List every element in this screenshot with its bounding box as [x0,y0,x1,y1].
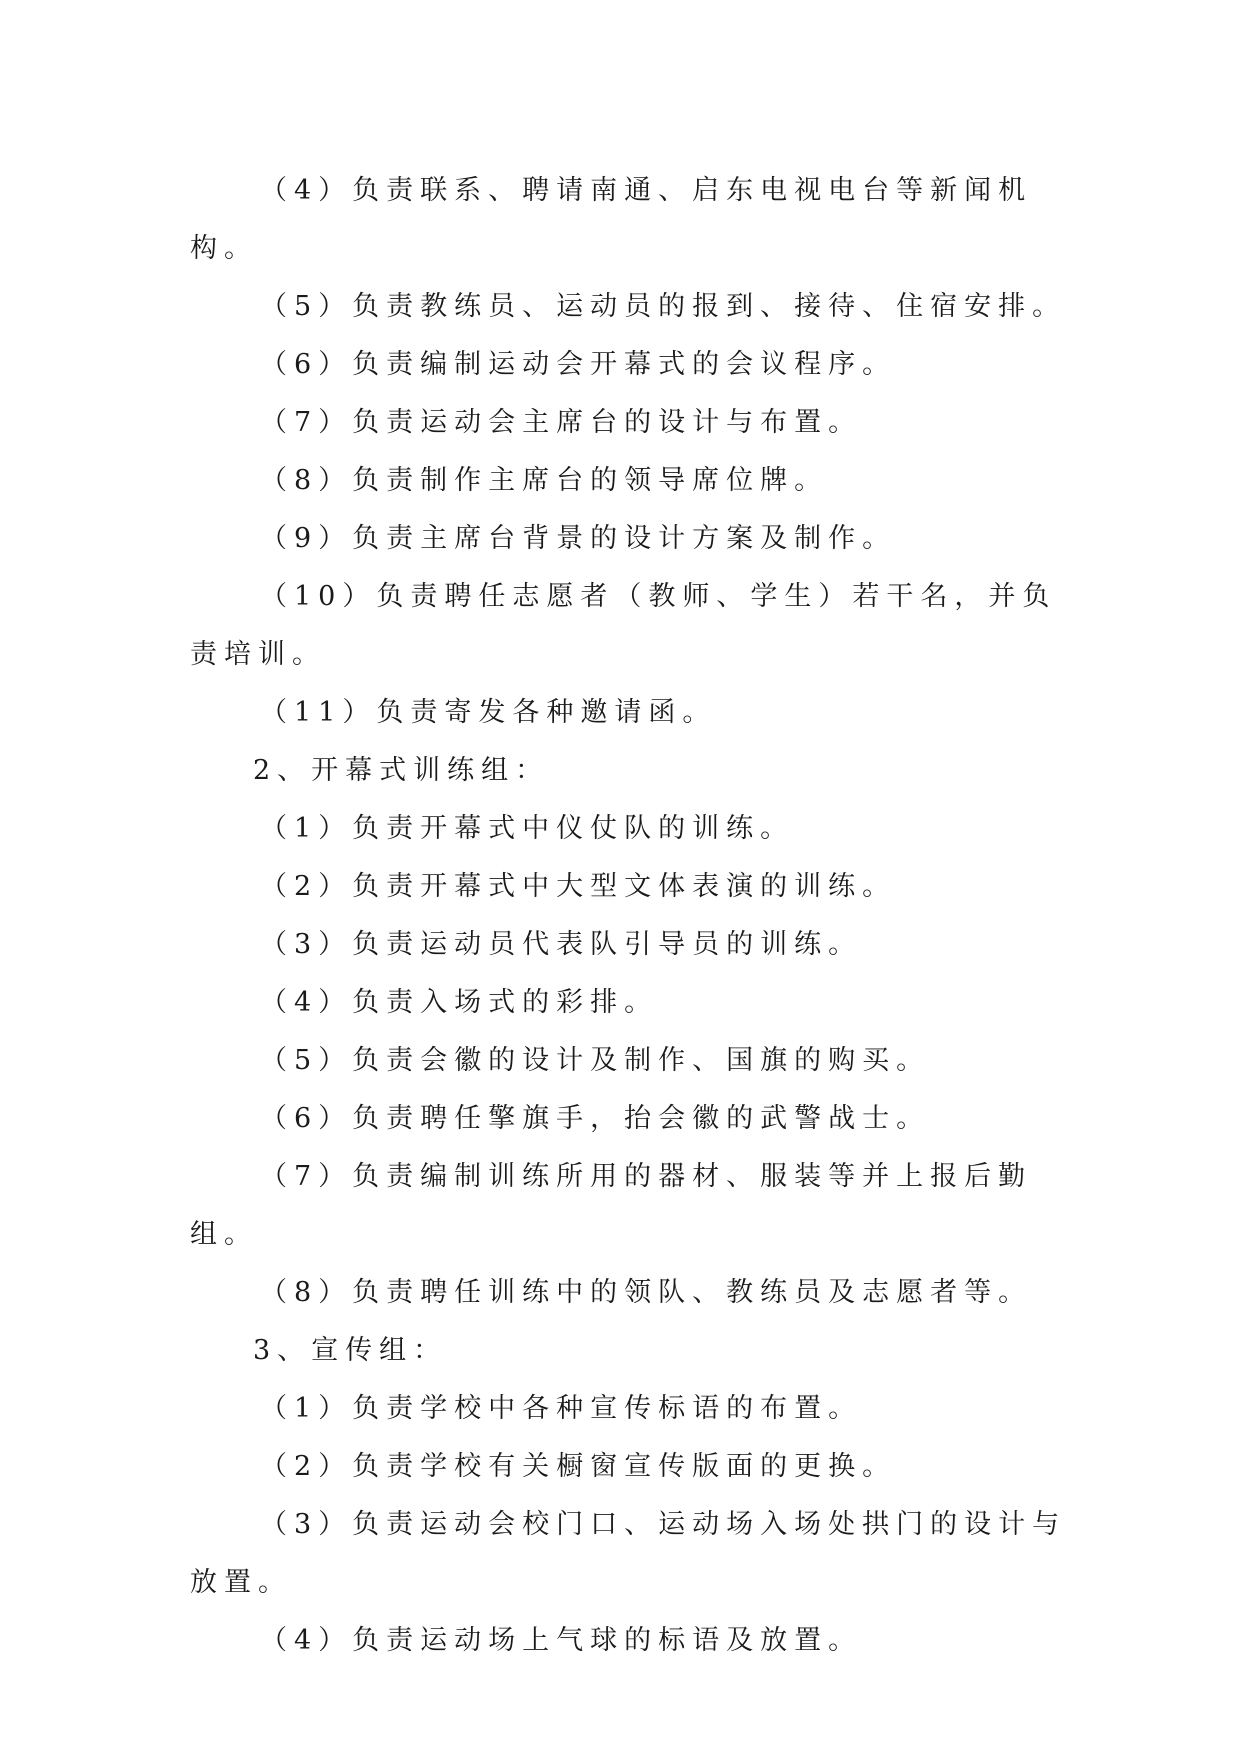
paragraph: （4）负责入场式的彩排。 [260,987,659,1018]
paragraph: （11）负责寄发各种邀请函。 [260,697,717,728]
paragraph: （2）负责学校有关橱窗宣传版面的更换。 [260,1451,897,1482]
paragraph: （8）负责制作主席台的领导席位牌。 [260,465,829,496]
paragraph: （1）负责开幕式中仪仗队的训练。 [260,813,795,844]
paragraph: （4）负责运动场上气球的标语及放置。 [260,1625,863,1656]
paragraph: （5）负责教练员、运动员的报到、接待、住宿安排。 [260,291,1067,322]
paragraph: （10）负责聘任志愿者（教师、学生）若干名，并负责培训。 [190,581,1057,670]
paragraph: （7）负责编制训练所用的器材、服装等并上报后勤组。 [190,1161,1033,1250]
paragraph: （5）负责会徽的设计及制作、国旗的购买。 [260,1045,931,1076]
paragraph: （3）负责运动会校门口、运动场入场处拱门的设计与放置。 [190,1509,1067,1598]
section-heading: 3、宣传组： [253,1335,448,1366]
paragraph: （3）负责运动员代表队引导员的训练。 [260,929,863,960]
paragraph: （4）负责联系、聘请南通、启东电视电台等新闻机构。 [190,175,1033,264]
section-heading: 2、开幕式训练组： [253,755,550,786]
paragraph: （6）负责编制运动会开幕式的会议程序。 [260,349,897,380]
document-body [190,162,1070,1670]
paragraph: （8）负责聘任训练中的领队、教练员及志愿者等。 [260,1277,1033,1308]
paragraph: （6）负责聘任擎旗手，抬会徽的武警战士。 [260,1103,931,1134]
paragraph: （7）负责运动会主席台的设计与布置。 [260,407,863,438]
paragraph: （2）负责开幕式中大型文体表演的训练。 [260,871,897,902]
paragraph: （9）负责主席台背景的设计方案及制作。 [260,523,897,554]
paragraph: （1）负责学校中各种宣传标语的布置。 [260,1393,863,1424]
